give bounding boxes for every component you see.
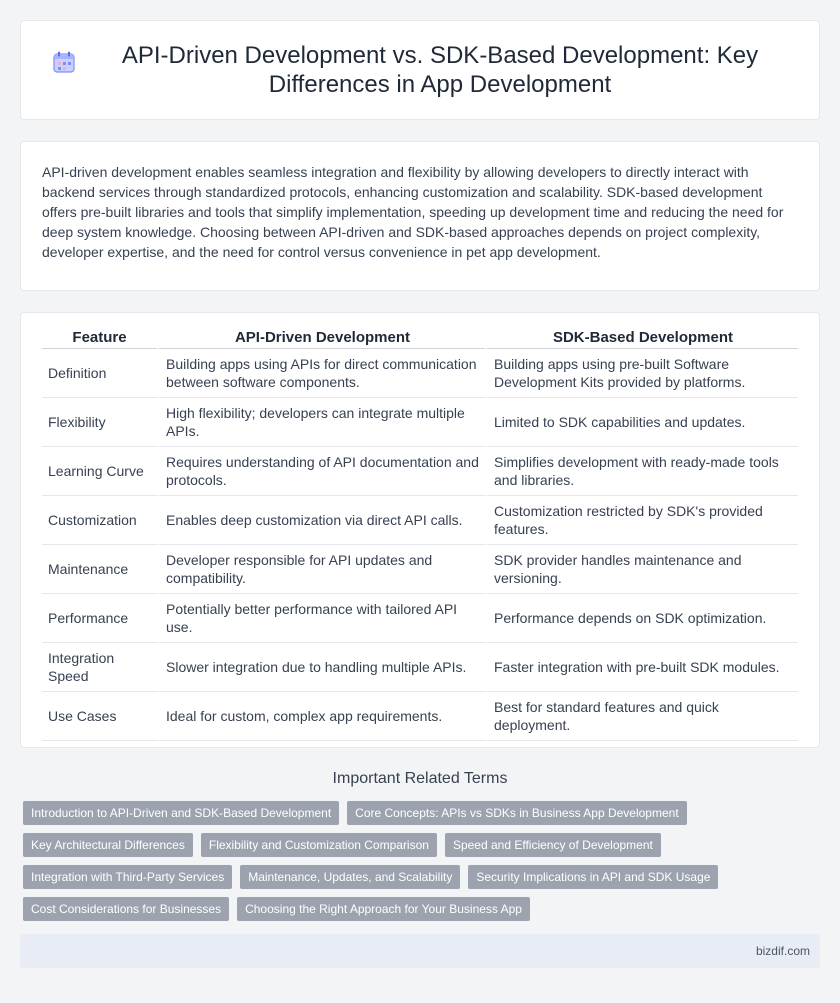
feature-cell: Learning Curve [42,447,157,496]
sdk-cell: Simplifies development with ready-made tools and libraries. [485,447,798,496]
related-terms-title: Important Related Terms [332,770,508,787]
sdk-cell: Performance depends on SDK optimization. [485,594,798,643]
footer-brand[interactable]: bizdif.com [755,944,810,958]
sdk-cell: Best for standard features and quick deployment. [485,692,798,741]
feature-cell: Use Cases [42,692,157,741]
related-term-tag[interactable]: Choosing the Right Approach for Your Business App [237,897,530,921]
table-header-row [42,323,798,349]
related-terms-section [0,770,840,921]
table-row [42,447,798,496]
sdk-cell: Building apps using pre-built Software Development Kits provided by platforms. [485,349,798,398]
header-feature: Feature [42,323,157,349]
api-cell: Requires understanding of API documentation and protocols. [157,447,485,496]
page-title: API-Driven Development vs. SDK-Based Development: Key Differences in App Development [121,42,759,98]
table-row [42,496,798,545]
api-cell: Potentially better performance with tailored API use. [157,594,485,643]
sdk-cell: Customization restricted by SDK's provided features. [485,496,798,545]
related-term-tag[interactable]: Speed and Efficiency of Development [445,833,661,857]
intro-text: API-driven development enables seamless integration and flexibility by allowing developers to directly interact with backend services through standardized protocols, enhancing customization and scalability. SDK-based development offers pre-built libraries and tools that simplify implementation, speeding up development time and reducing the need for deep system knowledge. Choosing between API-driven and SDK-based approaches depends on project complexity, developer expertise, and the need for control versus convenience in pet app development. [42,164,784,260]
comparison-table [42,323,798,741]
api-cell: Slower integration due to handling multiple APIs. [157,643,485,692]
sdk-cell: Faster integration with pre-built SDK modules. [485,643,798,692]
table-row [42,545,798,594]
header-api: API-Driven Development [157,323,485,349]
api-cell: Ideal for custom, complex app requirements. [157,692,485,741]
related-term-tag[interactable]: Core Concepts: APIs vs SDKs in Business App Development [347,801,687,825]
intro-card [20,141,820,291]
table-row [42,643,798,692]
sdk-cell: SDK provider handles maintenance and versioning. [485,545,798,594]
footer [20,934,820,968]
feature-cell: Performance [42,594,157,643]
sdk-cell: Limited to SDK capabilities and updates. [485,398,798,447]
api-cell: Enables deep customization via direct API calls. [157,496,485,545]
feature-cell: Integration Speed [42,643,157,692]
feature-cell: Definition [42,349,157,398]
calendar-icon [51,49,77,75]
header-card [20,20,820,120]
related-term-tag[interactable]: Cost Considerations for Businesses [23,897,229,921]
header-sdk: SDK-Based Development [485,323,798,349]
api-cell: High flexibility; developers can integrate multiple APIs. [157,398,485,447]
related-term-tag[interactable]: Introduction to API-Driven and SDK-Based Development [23,801,339,825]
title-wrap [51,41,789,99]
feature-cell: Customization [42,496,157,545]
table-row [42,398,798,447]
related-terms-tags [0,801,840,921]
related-term-tag[interactable]: Security Implications in API and SDK Usage [468,865,718,889]
related-term-tag[interactable]: Maintenance, Updates, and Scalability [240,865,460,889]
table-row [42,349,798,398]
related-term-tag[interactable]: Integration with Third-Party Services [23,865,232,889]
api-cell: Building apps using APIs for direct communication between software components. [157,349,485,398]
related-term-tag[interactable]: Key Architectural Differences [23,833,193,857]
table-row [42,594,798,643]
feature-cell: Maintenance [42,545,157,594]
api-cell: Developer responsible for API updates and compatibility. [157,545,485,594]
comparison-table-card [20,312,820,748]
feature-cell: Flexibility [42,398,157,447]
table-row [42,692,798,741]
related-term-tag[interactable]: Flexibility and Customization Comparison [201,833,437,857]
